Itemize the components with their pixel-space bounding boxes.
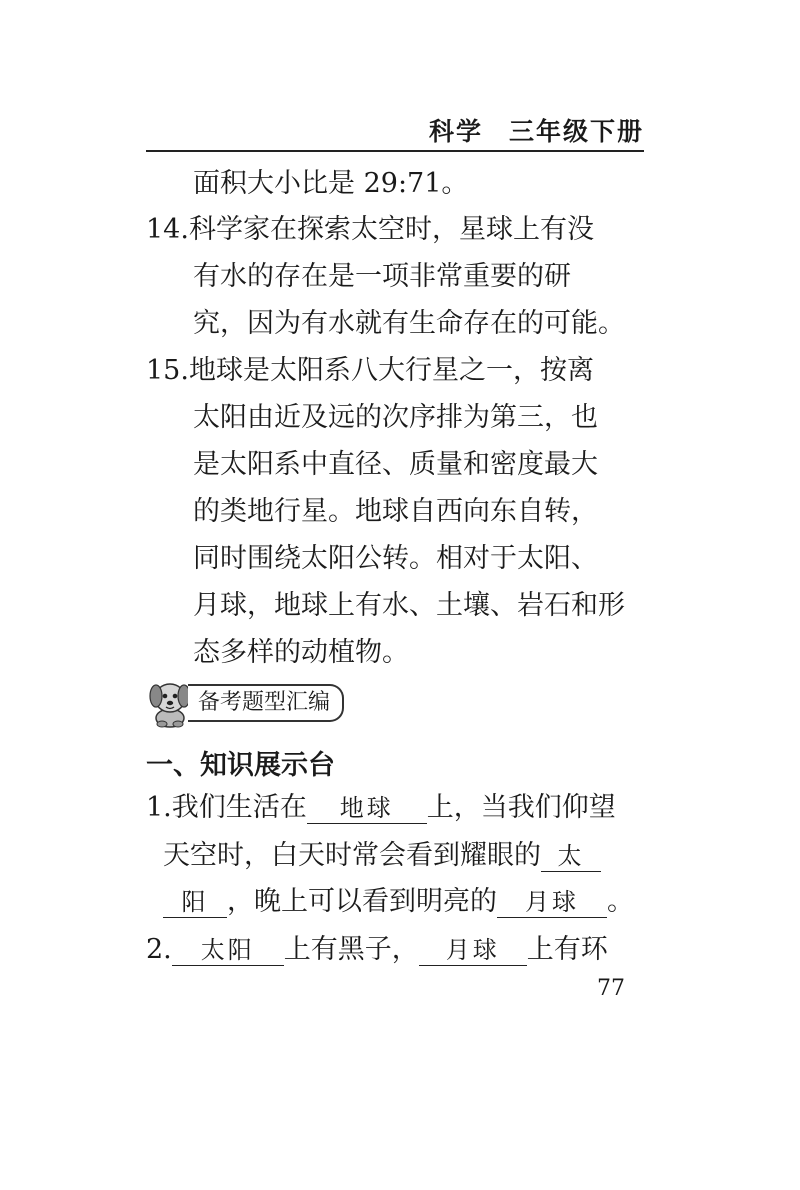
q2-text-1: 上有黑子， xyxy=(283,934,419,965)
q1-number: 1. xyxy=(146,792,172,823)
q14-line-3: 究，因为有水就有生命存在的可能。 xyxy=(193,308,625,339)
q2-number: 2. xyxy=(146,934,172,965)
q1-line-3 xyxy=(163,884,634,920)
section-tag-label: 备考题型汇编 xyxy=(188,684,344,722)
q15-line-1 xyxy=(146,353,594,389)
page-number: 77 xyxy=(597,976,625,1001)
q15-line-6: 月球，地球上有水、土壤、岩石和形 xyxy=(193,590,625,621)
q1-answer-2a: 太 xyxy=(541,841,601,872)
q1-text-2: 上，当我们仰望 xyxy=(426,792,616,823)
q14-line-2: 有水的存在是一项非常重要的研 xyxy=(193,261,571,292)
q1-text-3: 天空时，白天时常会看到耀眼的 xyxy=(163,840,541,871)
q1-line-1 xyxy=(146,790,616,826)
continuation-line: 面积大小比是 29:71。 xyxy=(193,168,469,199)
q15-line-5: 同时围绕太阳公转。相对于太阳、 xyxy=(193,543,598,574)
q2-line-1 xyxy=(146,932,608,968)
header-subject: 科学 xyxy=(428,117,483,146)
header-rule xyxy=(146,150,644,152)
q1-text-5: 。 xyxy=(607,886,634,917)
section-heading: 一、知识展示台 xyxy=(146,750,335,781)
q1-text-1: 我们生活在 xyxy=(171,792,307,823)
q15-line-3: 是太阳系中直径、质量和密度最大 xyxy=(193,449,598,480)
q15-line-4: 的类地行星。地球自西向东自转， xyxy=(193,496,598,527)
q2-answer-2: 月球 xyxy=(419,935,527,966)
q14-line-1 xyxy=(146,212,594,248)
q1-line-2 xyxy=(163,838,601,874)
q15-line-7: 态多样的动植物。 xyxy=(193,637,409,668)
q14-number: 14. xyxy=(146,214,189,245)
section-tag xyxy=(146,678,344,728)
q15-text-1: 地球是太阳系八大行星之一，按离 xyxy=(188,355,594,386)
header-grade: 三年级下册 xyxy=(508,117,644,146)
puppy-icon xyxy=(146,678,194,728)
q2-answer-1: 太阳 xyxy=(172,935,284,966)
q1-answer-2b: 阳 xyxy=(163,887,227,918)
q1-answer-3: 月球 xyxy=(497,887,607,918)
q15-number: 15. xyxy=(146,355,189,386)
running-header xyxy=(429,112,644,148)
q14-text-1: 科学家在探索太空时，星球上有没 xyxy=(188,214,594,245)
q1-answer-1: 地球 xyxy=(307,793,427,824)
q1-text-4: ，晚上可以看到明亮的 xyxy=(227,886,497,917)
q2-text-2: 上有环 xyxy=(526,934,608,965)
q15-line-2: 太阳由近及远的次序排为第三，也 xyxy=(193,402,598,433)
